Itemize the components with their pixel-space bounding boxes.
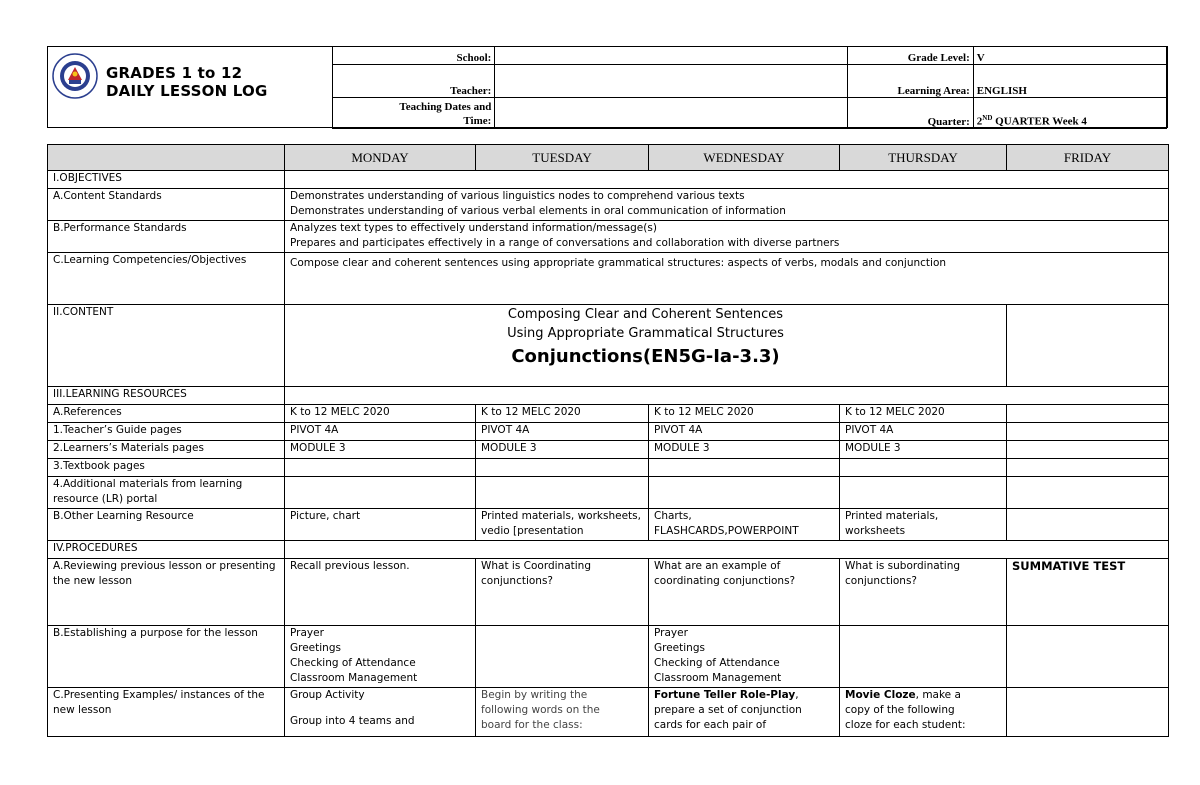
purpose-wed-item: Checking of Attendance xyxy=(654,657,780,669)
presenting-mon xyxy=(285,688,476,737)
reviewing-wed-line1: What are an example of xyxy=(654,560,781,572)
presenting-thu-rest: , make a xyxy=(915,689,961,701)
presenting-thu-line1 xyxy=(845,688,1001,703)
reviewing-wed xyxy=(649,559,840,626)
quarter-text: QUARTER Week 4 xyxy=(992,116,1087,128)
reviewing-mon: Recall previous lesson. xyxy=(285,559,476,626)
header-logo-area xyxy=(48,47,332,127)
quarter-number: 2 xyxy=(976,116,983,128)
textbook-label: 3.Textbook pages xyxy=(48,459,285,477)
other-resources-thu xyxy=(840,509,1007,541)
procedures-blank xyxy=(285,541,1169,559)
other-resources-tue-line1: Printed materials, worksheets, xyxy=(481,510,641,522)
school-field[interactable] xyxy=(495,47,848,65)
purpose-row xyxy=(48,626,1169,688)
teachers-guide-thu: PIVOT 4A xyxy=(840,423,1007,441)
purpose-mon-item: Greetings xyxy=(290,642,341,654)
other-resources-wed-line2: FLASHCARDS,POWERPOINT xyxy=(654,525,799,537)
other-resources-fri xyxy=(1007,509,1169,541)
reviewing-label-line1: A.Reviewing previous lesson or presenting xyxy=(53,560,276,572)
learners-materials-row xyxy=(48,441,1169,459)
teachers-guide-row xyxy=(48,423,1169,441)
learners-materials-label: 2.Learners’s Materials pages xyxy=(48,441,285,459)
header-info-table xyxy=(332,46,1167,129)
grade-level-label: Grade Level: xyxy=(848,47,974,65)
purpose-thu xyxy=(840,626,1007,688)
learning-area-field[interactable]: ENGLISH xyxy=(973,65,1166,98)
content-line1: Composing Clear and Coherent Sentences xyxy=(507,307,784,322)
teachers-guide-mon: PIVOT 4A xyxy=(285,423,476,441)
other-resources-wed-line1: Charts, xyxy=(654,510,692,522)
purpose-mon-item: Classroom Management xyxy=(290,672,418,684)
textbook-fri xyxy=(1007,459,1169,477)
reviewing-row xyxy=(48,559,1169,626)
purpose-fri xyxy=(1007,626,1169,688)
purpose-wed-item: Classroom Management xyxy=(654,672,782,684)
presenting-label xyxy=(48,688,285,737)
teachers-guide-label: 1.Teacher’s Guide pages xyxy=(48,423,285,441)
presenting-tue-line2: following words on the xyxy=(481,704,600,716)
day-header-row xyxy=(48,145,1169,171)
day-friday: FRIDAY xyxy=(1007,145,1169,171)
reviewing-label xyxy=(48,559,285,626)
content-heading: II.CONTENT xyxy=(48,305,285,387)
performance-standard-line2: Prepares and participates effectively in a range of conversations and collaboration with diverse partners xyxy=(290,237,840,249)
textbook-wed xyxy=(649,459,840,477)
other-resources-mon: Picture, chart xyxy=(285,509,476,541)
school-label: School: xyxy=(333,47,495,65)
day-thursday: THURSDAY xyxy=(840,145,1007,171)
textbook-thu xyxy=(840,459,1007,477)
teachers-guide-fri xyxy=(1007,423,1169,441)
quarter-label: Quarter: xyxy=(848,98,974,129)
presenting-label-line1: C.Presenting Examples/ instances of the xyxy=(53,689,265,701)
competencies-text: Compose clear and coherent sentences using appropriate grammatical structures: aspects of verbs, modals and conjunction xyxy=(285,253,1169,305)
teachers-guide-tue: PIVOT 4A xyxy=(476,423,649,441)
presenting-wed-line1 xyxy=(654,688,834,703)
references-label: A.References xyxy=(48,405,285,423)
other-resources-thu-line1: Printed materials, xyxy=(845,510,939,522)
learners-materials-thu: MODULE 3 xyxy=(840,441,1007,459)
teachers-guide-wed: PIVOT 4A xyxy=(649,423,840,441)
presenting-tue-line1: Begin by writing the xyxy=(481,689,588,701)
references-thu: K to 12 MELC 2020 xyxy=(840,405,1007,423)
reviewing-fri: SUMMATIVE TEST xyxy=(1007,559,1169,626)
presenting-fri xyxy=(1007,688,1169,737)
purpose-mon-item: Prayer xyxy=(290,627,324,639)
other-resources-tue-line2: vedio [presentation xyxy=(481,525,584,537)
additional-materials-label xyxy=(48,477,285,509)
lesson-log-header xyxy=(47,46,1168,128)
teaching-dates-field[interactable] xyxy=(495,98,848,129)
additional-materials-thu xyxy=(840,477,1007,509)
presenting-row xyxy=(48,688,1169,737)
quarter-field[interactable] xyxy=(973,98,1166,129)
additional-materials-label-line1: 4.Additional materials from learning xyxy=(53,478,243,490)
additional-materials-tue xyxy=(476,477,649,509)
references-mon: K to 12 MELC 2020 xyxy=(285,405,476,423)
presenting-tue xyxy=(476,688,649,737)
header-title-line2: DAILY LESSON LOG xyxy=(106,82,268,100)
content-friday-cell xyxy=(1007,305,1169,387)
lesson-log-table xyxy=(47,144,1169,737)
additional-materials-row xyxy=(48,477,1169,509)
other-resources-label: B.Other Learning Resource xyxy=(48,509,285,541)
objectives-blank xyxy=(285,171,1169,189)
references-tue: K to 12 MELC 2020 xyxy=(476,405,649,423)
teaching-dates-label-line1: Teaching Dates and xyxy=(399,101,492,113)
references-fri xyxy=(1007,405,1169,423)
additional-materials-fri xyxy=(1007,477,1169,509)
textbook-tue xyxy=(476,459,649,477)
purpose-label: B.Establishing a purpose for the lesson xyxy=(48,626,285,688)
presenting-wed-bold: Fortune Teller Role-Play xyxy=(654,689,796,701)
presenting-label-line2: new lesson xyxy=(53,704,112,716)
content-standards-cell xyxy=(285,189,1169,221)
day-tuesday: TUESDAY xyxy=(476,145,649,171)
learning-area-label: Learning Area: xyxy=(848,65,974,98)
presenting-thu xyxy=(840,688,1007,737)
objectives-heading: I.OBJECTIVES xyxy=(48,171,285,189)
presenting-mon-line1: Group Activity xyxy=(290,689,365,701)
learners-materials-tue: MODULE 3 xyxy=(476,441,649,459)
references-row xyxy=(48,405,1169,423)
teaching-dates-label xyxy=(333,98,495,129)
header-title-line1: GRADES 1 to 12 xyxy=(106,64,243,82)
learners-materials-wed: MODULE 3 xyxy=(649,441,840,459)
purpose-wed-item: Greetings xyxy=(654,642,705,654)
grade-level-field[interactable]: V xyxy=(973,47,1166,65)
reviewing-wed-line2: coordinating conjunctions? xyxy=(654,575,796,587)
presenting-wed-line3: cards for each pair of xyxy=(654,719,767,731)
content-cell xyxy=(285,305,1007,387)
additional-materials-wed xyxy=(649,477,840,509)
reviewing-thu xyxy=(840,559,1007,626)
presenting-thu-line2: copy of the following xyxy=(845,704,955,716)
teacher-label: Teacher: xyxy=(333,65,495,98)
presenting-thu-bold: Movie Cloze xyxy=(845,689,916,701)
presenting-wed-line2: prepare a set of conjunction xyxy=(654,704,802,716)
other-resources-row xyxy=(48,509,1169,541)
reviewing-tue-line1: What is Coordinating xyxy=(481,560,591,572)
presenting-wed-rest: , xyxy=(795,689,799,701)
content-standards-label: A.Content Standards xyxy=(48,189,285,221)
resources-blank xyxy=(285,387,1169,405)
procedures-heading: IV.PROCEDURES xyxy=(48,541,285,559)
textbook-row xyxy=(48,459,1169,477)
other-resources-wed xyxy=(649,509,840,541)
quarter-ordinal: ND xyxy=(982,114,993,123)
learners-materials-fri xyxy=(1007,441,1169,459)
textbook-mon xyxy=(285,459,476,477)
content-standard-line1: Demonstrates understanding of various linguistics nodes to comprehend various texts xyxy=(290,190,745,202)
presenting-mon-spacer xyxy=(290,703,470,714)
reviewing-thu-line2: conjunctions? xyxy=(845,575,918,587)
other-resources-tue xyxy=(476,509,649,541)
additional-materials-label-line2: resource (LR) portal xyxy=(53,493,158,505)
purpose-mon-item: Checking of Attendance xyxy=(290,657,416,669)
reviewing-thu-line1: What is subordinating xyxy=(845,560,961,572)
purpose-tue xyxy=(476,626,649,688)
additional-materials-mon xyxy=(285,477,476,509)
performance-standards-cell xyxy=(285,221,1169,253)
reviewing-tue xyxy=(476,559,649,626)
content-line3: Conjunctions(EN5G-Ia-3.3) xyxy=(511,346,780,367)
reviewing-tue-line2: conjunctions? xyxy=(481,575,554,587)
performance-standards-label: B.Performance Standards xyxy=(48,221,285,253)
day-monday: MONDAY xyxy=(285,145,476,171)
purpose-mon xyxy=(285,626,476,688)
content-line2: Using Appropriate Grammatical Structures xyxy=(507,326,784,341)
presenting-wed xyxy=(649,688,840,737)
presenting-tue-line3: board for the class: xyxy=(481,719,583,731)
references-wed: K to 12 MELC 2020 xyxy=(649,405,840,423)
purpose-wed xyxy=(649,626,840,688)
reviewing-label-line2: the new lesson xyxy=(53,575,133,587)
presenting-thu-line3: cloze for each student: xyxy=(845,719,966,731)
other-resources-thu-line2: worksheets xyxy=(845,525,906,537)
content-standard-line2: Demonstrates understanding of various verbal elements in oral communication of information xyxy=(290,205,786,217)
competencies-label: C.Learning Competencies/Objectives xyxy=(48,253,285,305)
performance-standard-line1: Analyzes text types to effectively understand information/message(s) xyxy=(290,222,657,234)
teacher-field[interactable] xyxy=(495,65,848,98)
deped-seal-icon xyxy=(52,53,98,99)
resources-heading: III.LEARNING RESOURCES xyxy=(48,387,285,405)
day-header-blank xyxy=(48,145,285,171)
presenting-mon-line2: Group into 4 teams and xyxy=(290,715,415,727)
learners-materials-mon: MODULE 3 xyxy=(285,441,476,459)
teaching-dates-label-line2: Time: xyxy=(463,115,492,127)
day-wednesday: WEDNESDAY xyxy=(649,145,840,171)
purpose-wed-item: Prayer xyxy=(654,627,688,639)
